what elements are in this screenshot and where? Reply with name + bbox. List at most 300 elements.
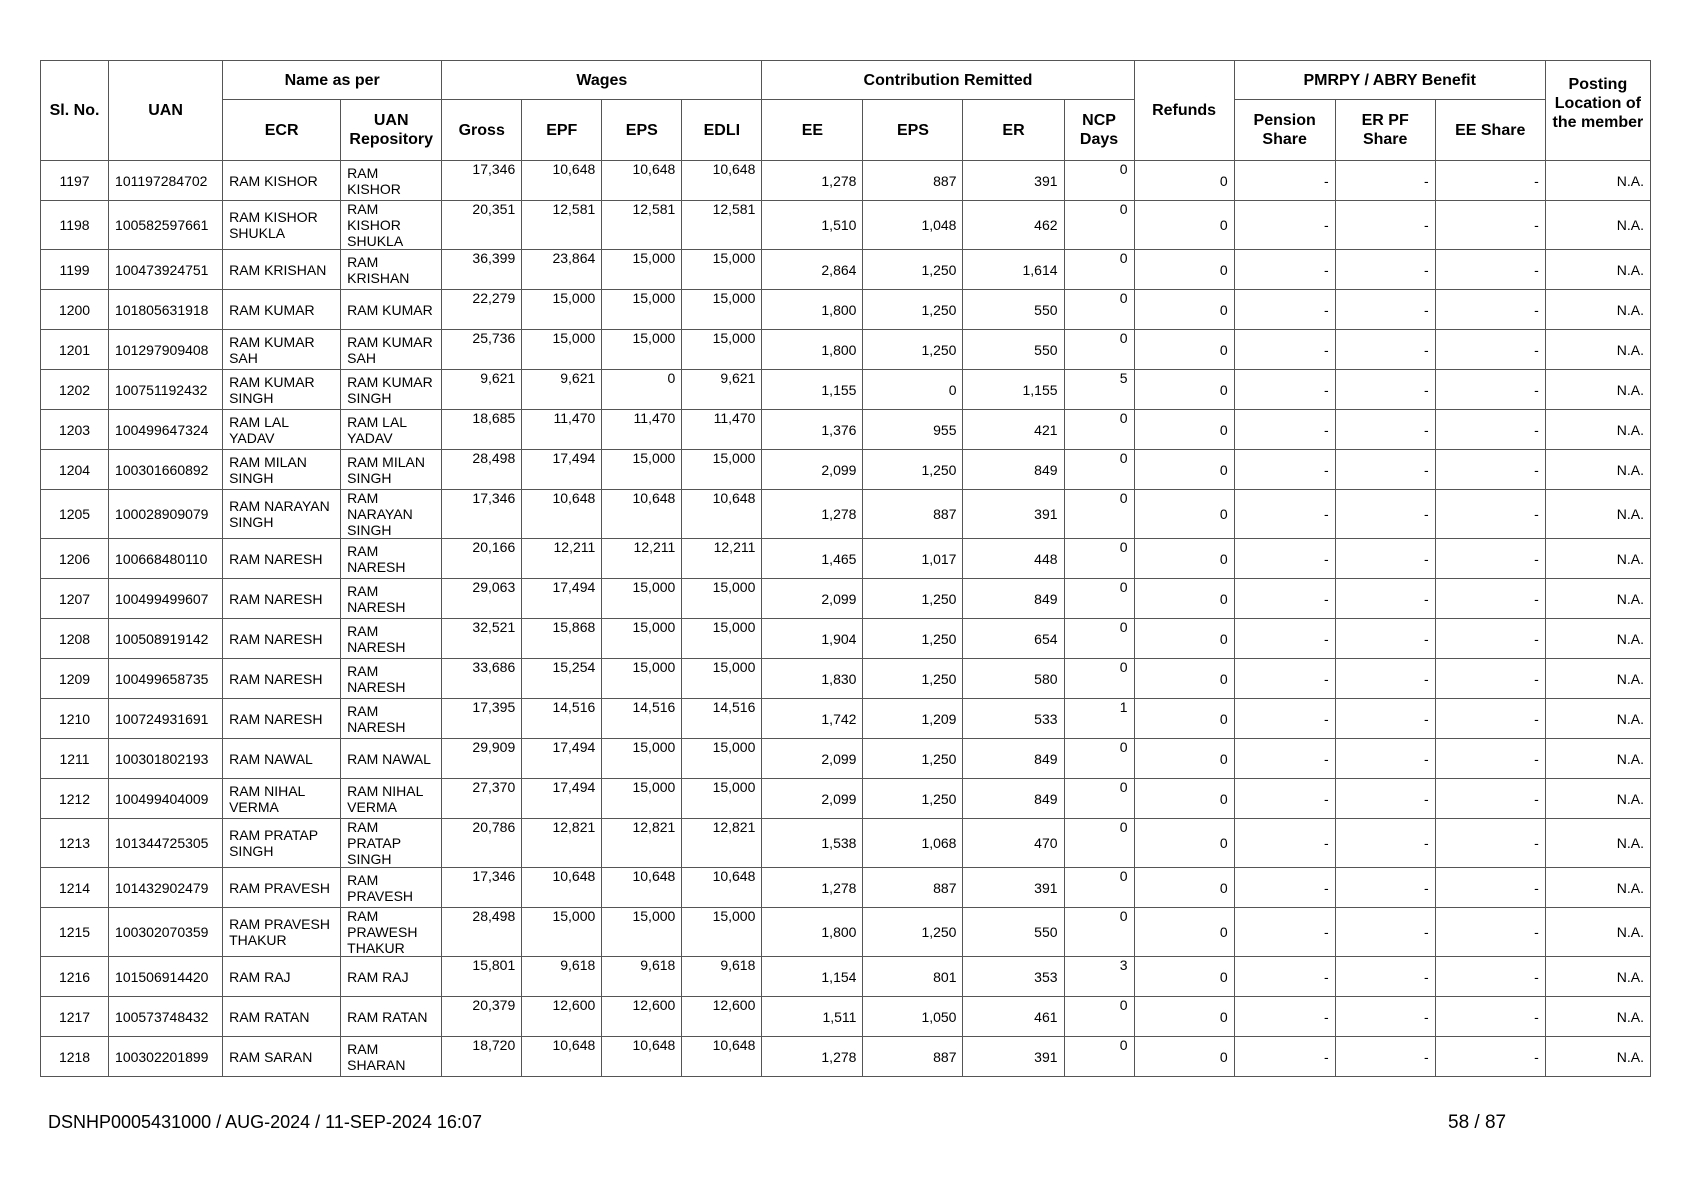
cell-pension-share: - bbox=[1234, 201, 1335, 250]
cell-refunds: 0 bbox=[1134, 201, 1234, 250]
cell-ncp-days: 0 bbox=[1064, 290, 1134, 330]
cell-ncp-days: 5 bbox=[1064, 370, 1134, 410]
cell-uan: 101297909408 bbox=[109, 330, 223, 370]
cell-sl-no: 1202 bbox=[41, 370, 109, 410]
cell-ncp-days: 0 bbox=[1064, 1037, 1134, 1077]
cell-eps-contribution: 887 bbox=[863, 868, 963, 908]
cell-eps-wages: 0 bbox=[602, 370, 682, 410]
cell-ncp-days: 0 bbox=[1064, 997, 1134, 1037]
cell-name-uan-repository: RAM NARAYAN SINGH bbox=[341, 490, 442, 539]
cell-er-contribution: 849 bbox=[963, 450, 1064, 490]
cell-er-pf-share: - bbox=[1335, 868, 1435, 908]
cell-name-uan-repository: RAM PRAVESH bbox=[341, 868, 442, 908]
cell-epf-wages: 12,581 bbox=[522, 201, 602, 250]
cell-sl-no: 1198 bbox=[41, 201, 109, 250]
cell-posting-location: N.A. bbox=[1545, 201, 1650, 250]
cell-er-contribution: 654 bbox=[963, 619, 1064, 659]
cell-refunds: 0 bbox=[1134, 819, 1234, 868]
cell-name-ecr: RAM LAL YADAV bbox=[223, 410, 341, 450]
cell-eps-contribution: 801 bbox=[863, 957, 963, 997]
cell-name-ecr: RAM KISHOR bbox=[223, 161, 341, 201]
cell-refunds: 0 bbox=[1134, 699, 1234, 739]
cell-eps-contribution: 887 bbox=[863, 490, 963, 539]
cell-name-uan-repository: RAM KISHOR SHUKLA bbox=[341, 201, 442, 250]
cell-posting-location: N.A. bbox=[1545, 699, 1650, 739]
cell-edli-wages: 12,211 bbox=[682, 539, 762, 579]
cell-edli-wages: 12,600 bbox=[682, 997, 762, 1037]
cell-ncp-days: 0 bbox=[1064, 868, 1134, 908]
cell-uan: 100473924751 bbox=[109, 250, 223, 290]
cell-refunds: 0 bbox=[1134, 779, 1234, 819]
cell-er-pf-share: - bbox=[1335, 490, 1435, 539]
cell-epf-wages: 17,494 bbox=[522, 779, 602, 819]
cell-er-pf-share: - bbox=[1335, 997, 1435, 1037]
cell-sl-no: 1206 bbox=[41, 539, 109, 579]
cell-epf-wages: 11,470 bbox=[522, 410, 602, 450]
cell-pension-share: - bbox=[1234, 997, 1335, 1037]
col-header-sl-no: Sl. No. bbox=[41, 61, 109, 161]
table-row bbox=[41, 539, 1651, 579]
cell-sl-no: 1213 bbox=[41, 819, 109, 868]
cell-ee-share: - bbox=[1435, 699, 1545, 739]
cell-er-contribution: 391 bbox=[963, 161, 1064, 201]
col-header-edli: EDLI bbox=[682, 100, 762, 161]
cell-epf-wages: 10,648 bbox=[522, 161, 602, 201]
cell-ee-share: - bbox=[1435, 161, 1545, 201]
col-header-epf: EPF bbox=[522, 100, 602, 161]
cell-ee-contribution: 2,099 bbox=[762, 739, 863, 779]
cell-refunds: 0 bbox=[1134, 490, 1234, 539]
cell-eps-wages: 15,000 bbox=[602, 908, 682, 957]
cell-uan: 100751192432 bbox=[109, 370, 223, 410]
cell-sl-no: 1200 bbox=[41, 290, 109, 330]
table-row bbox=[41, 908, 1651, 957]
cell-posting-location: N.A. bbox=[1545, 410, 1650, 450]
cell-uan: 100573748432 bbox=[109, 997, 223, 1037]
cell-epf-wages: 10,648 bbox=[522, 868, 602, 908]
document-reference: DSNHP0005431000 / AUG-2024 / 11-SEP-2024 16:07 bbox=[48, 1112, 482, 1132]
cell-edli-wages: 15,000 bbox=[682, 779, 762, 819]
cell-er-contribution: 353 bbox=[963, 957, 1064, 997]
cell-gross-wages: 17,395 bbox=[442, 699, 522, 739]
col-header-uan: UAN bbox=[109, 61, 223, 161]
cell-refunds: 0 bbox=[1134, 330, 1234, 370]
cell-ee-contribution: 1,800 bbox=[762, 330, 863, 370]
cell-er-contribution: 550 bbox=[963, 330, 1064, 370]
cell-uan: 101432902479 bbox=[109, 868, 223, 908]
cell-ee-share: - bbox=[1435, 290, 1545, 330]
cell-ncp-days: 0 bbox=[1064, 410, 1134, 450]
cell-edli-wages: 9,621 bbox=[682, 370, 762, 410]
cell-pension-share: - bbox=[1234, 699, 1335, 739]
cell-ee-contribution: 1,278 bbox=[762, 868, 863, 908]
cell-ncp-days: 0 bbox=[1064, 619, 1134, 659]
cell-eps-wages: 9,618 bbox=[602, 957, 682, 997]
cell-eps-contribution: 1,250 bbox=[863, 659, 963, 699]
cell-gross-wages: 25,736 bbox=[442, 330, 522, 370]
cell-epf-wages: 9,621 bbox=[522, 370, 602, 410]
cell-ncp-days: 0 bbox=[1064, 161, 1134, 201]
cell-ee-share: - bbox=[1435, 739, 1545, 779]
cell-eps-wages: 15,000 bbox=[602, 619, 682, 659]
cell-refunds: 0 bbox=[1134, 579, 1234, 619]
cell-pension-share: - bbox=[1234, 957, 1335, 997]
cell-pension-share: - bbox=[1234, 619, 1335, 659]
cell-name-ecr: RAM NARESH bbox=[223, 619, 341, 659]
cell-eps-wages: 15,000 bbox=[602, 450, 682, 490]
cell-name-uan-repository: RAM NARESH bbox=[341, 659, 442, 699]
cell-name-ecr: RAM MILAN SINGH bbox=[223, 450, 341, 490]
cell-er-contribution: 421 bbox=[963, 410, 1064, 450]
cell-name-uan-repository: RAM RATAN bbox=[341, 997, 442, 1037]
cell-pension-share: - bbox=[1234, 370, 1335, 410]
cell-epf-wages: 15,000 bbox=[522, 290, 602, 330]
cell-gross-wages: 27,370 bbox=[442, 779, 522, 819]
cell-eps-contribution: 1,250 bbox=[863, 450, 963, 490]
cell-name-uan-repository: RAM NARESH bbox=[341, 699, 442, 739]
cell-name-ecr: RAM KUMAR bbox=[223, 290, 341, 330]
cell-pension-share: - bbox=[1234, 410, 1335, 450]
cell-ee-share: - bbox=[1435, 201, 1545, 250]
col-header-gross: Gross bbox=[442, 100, 522, 161]
cell-uan: 100668480110 bbox=[109, 539, 223, 579]
cell-pension-share: - bbox=[1234, 908, 1335, 957]
cell-sl-no: 1217 bbox=[41, 997, 109, 1037]
cell-name-ecr: RAM PRAVESH bbox=[223, 868, 341, 908]
cell-er-pf-share: - bbox=[1335, 370, 1435, 410]
cell-eps-contribution: 1,250 bbox=[863, 290, 963, 330]
cell-ee-contribution: 1,376 bbox=[762, 410, 863, 450]
cell-ee-contribution: 1,465 bbox=[762, 539, 863, 579]
table-row bbox=[41, 290, 1651, 330]
cell-gross-wages: 28,498 bbox=[442, 908, 522, 957]
cell-pension-share: - bbox=[1234, 1037, 1335, 1077]
cell-ee-share: - bbox=[1435, 250, 1545, 290]
table-row bbox=[41, 410, 1651, 450]
cell-uan: 100302070359 bbox=[109, 908, 223, 957]
cell-ee-contribution: 2,099 bbox=[762, 779, 863, 819]
cell-name-ecr: RAM KUMAR SINGH bbox=[223, 370, 341, 410]
cell-eps-contribution: 1,250 bbox=[863, 908, 963, 957]
cell-eps-wages: 10,648 bbox=[602, 161, 682, 201]
cell-ncp-days: 0 bbox=[1064, 739, 1134, 779]
cell-er-contribution: 1,614 bbox=[963, 250, 1064, 290]
cell-sl-no: 1208 bbox=[41, 619, 109, 659]
cell-er-pf-share: - bbox=[1335, 330, 1435, 370]
cell-eps-wages: 12,600 bbox=[602, 997, 682, 1037]
cell-er-pf-share: - bbox=[1335, 659, 1435, 699]
cell-uan: 101805631918 bbox=[109, 290, 223, 330]
cell-pension-share: - bbox=[1234, 450, 1335, 490]
cell-er-contribution: 550 bbox=[963, 908, 1064, 957]
table-row bbox=[41, 619, 1651, 659]
cell-er-pf-share: - bbox=[1335, 201, 1435, 250]
table-row bbox=[41, 779, 1651, 819]
cell-edli-wages: 15,000 bbox=[682, 290, 762, 330]
cell-posting-location: N.A. bbox=[1545, 779, 1650, 819]
cell-gross-wages: 32,521 bbox=[442, 619, 522, 659]
cell-ee-contribution: 1,742 bbox=[762, 699, 863, 739]
cell-edli-wages: 10,648 bbox=[682, 868, 762, 908]
cell-eps-wages: 10,648 bbox=[602, 1037, 682, 1077]
cell-eps-wages: 15,000 bbox=[602, 579, 682, 619]
cell-ncp-days: 0 bbox=[1064, 450, 1134, 490]
cell-ee-contribution: 1,278 bbox=[762, 161, 863, 201]
cell-ncp-days: 0 bbox=[1064, 908, 1134, 957]
cell-name-uan-repository: RAM KRISHAN bbox=[341, 250, 442, 290]
cell-name-uan-repository: RAM RAJ bbox=[341, 957, 442, 997]
cell-posting-location: N.A. bbox=[1545, 290, 1650, 330]
cell-name-uan-repository: RAM KUMAR SAH bbox=[341, 330, 442, 370]
cell-edli-wages: 10,648 bbox=[682, 1037, 762, 1077]
cell-ee-contribution: 1,278 bbox=[762, 1037, 863, 1077]
cell-eps-contribution: 1,068 bbox=[863, 819, 963, 868]
cell-epf-wages: 17,494 bbox=[522, 450, 602, 490]
cell-ee-share: - bbox=[1435, 539, 1545, 579]
cell-refunds: 0 bbox=[1134, 659, 1234, 699]
cell-sl-no: 1207 bbox=[41, 579, 109, 619]
cell-ee-contribution: 1,278 bbox=[762, 490, 863, 539]
cell-uan: 100499658735 bbox=[109, 659, 223, 699]
cell-name-uan-repository: RAM NARESH bbox=[341, 579, 442, 619]
cell-refunds: 0 bbox=[1134, 908, 1234, 957]
cell-ee-contribution: 1,511 bbox=[762, 997, 863, 1037]
cell-refunds: 0 bbox=[1134, 370, 1234, 410]
col-header-er-pf-share: ER PF Share bbox=[1335, 100, 1435, 161]
cell-uan: 100499499607 bbox=[109, 579, 223, 619]
cell-er-contribution: 391 bbox=[963, 868, 1064, 908]
cell-er-contribution: 580 bbox=[963, 659, 1064, 699]
cell-ee-share: - bbox=[1435, 619, 1545, 659]
cell-posting-location: N.A. bbox=[1545, 819, 1650, 868]
cell-pension-share: - bbox=[1234, 161, 1335, 201]
cell-er-pf-share: - bbox=[1335, 1037, 1435, 1077]
cell-er-pf-share: - bbox=[1335, 290, 1435, 330]
cell-eps-wages: 15,000 bbox=[602, 779, 682, 819]
col-header-eps-contribution: EPS bbox=[863, 100, 963, 161]
col-group-wages: Wages bbox=[442, 61, 762, 100]
cell-pension-share: - bbox=[1234, 250, 1335, 290]
cell-pension-share: - bbox=[1234, 739, 1335, 779]
cell-uan: 100508919142 bbox=[109, 619, 223, 659]
table-row bbox=[41, 330, 1651, 370]
cell-name-ecr: RAM SARAN bbox=[223, 1037, 341, 1077]
cell-name-uan-repository: RAM PRATAP SINGH bbox=[341, 819, 442, 868]
cell-er-pf-share: - bbox=[1335, 739, 1435, 779]
cell-ee-share: - bbox=[1435, 410, 1545, 450]
cell-eps-contribution: 955 bbox=[863, 410, 963, 450]
cell-er-contribution: 462 bbox=[963, 201, 1064, 250]
cell-name-ecr: RAM RAJ bbox=[223, 957, 341, 997]
cell-ee-share: - bbox=[1435, 957, 1545, 997]
cell-eps-contribution: 1,209 bbox=[863, 699, 963, 739]
cell-er-contribution: 550 bbox=[963, 290, 1064, 330]
cell-pension-share: - bbox=[1234, 490, 1335, 539]
cell-posting-location: N.A. bbox=[1545, 908, 1650, 957]
cell-eps-contribution: 1,250 bbox=[863, 330, 963, 370]
table-body bbox=[41, 161, 1651, 1077]
cell-edli-wages: 15,000 bbox=[682, 659, 762, 699]
table-row bbox=[41, 957, 1651, 997]
cell-epf-wages: 15,254 bbox=[522, 659, 602, 699]
cell-ncp-days: 0 bbox=[1064, 250, 1134, 290]
cell-name-uan-repository: RAM SHARAN bbox=[341, 1037, 442, 1077]
cell-sl-no: 1209 bbox=[41, 659, 109, 699]
cell-gross-wages: 29,063 bbox=[442, 579, 522, 619]
cell-er-contribution: 849 bbox=[963, 739, 1064, 779]
table-row bbox=[41, 1037, 1651, 1077]
cell-posting-location: N.A. bbox=[1545, 330, 1650, 370]
cell-er-contribution: 391 bbox=[963, 490, 1064, 539]
cell-eps-wages: 11,470 bbox=[602, 410, 682, 450]
cell-er-pf-share: - bbox=[1335, 699, 1435, 739]
table-row bbox=[41, 370, 1651, 410]
cell-ee-contribution: 1,830 bbox=[762, 659, 863, 699]
cell-ee-share: - bbox=[1435, 370, 1545, 410]
cell-eps-wages: 12,821 bbox=[602, 819, 682, 868]
table-row bbox=[41, 201, 1651, 250]
cell-epf-wages: 17,494 bbox=[522, 579, 602, 619]
cell-name-uan-repository: RAM NAWAL bbox=[341, 739, 442, 779]
cell-posting-location: N.A. bbox=[1545, 579, 1650, 619]
table-row bbox=[41, 819, 1651, 868]
cell-epf-wages: 12,821 bbox=[522, 819, 602, 868]
table-row bbox=[41, 161, 1651, 201]
cell-refunds: 0 bbox=[1134, 250, 1234, 290]
cell-edli-wages: 10,648 bbox=[682, 161, 762, 201]
cell-eps-contribution: 1,250 bbox=[863, 579, 963, 619]
col-header-ncp-days: NCP Days bbox=[1064, 100, 1134, 161]
cell-name-uan-repository: RAM KUMAR SINGH bbox=[341, 370, 442, 410]
cell-refunds: 0 bbox=[1134, 739, 1234, 779]
cell-ee-share: - bbox=[1435, 819, 1545, 868]
col-header-ee: EE bbox=[762, 100, 863, 161]
cell-edli-wages: 15,000 bbox=[682, 739, 762, 779]
cell-uan: 100499404009 bbox=[109, 779, 223, 819]
cell-posting-location: N.A. bbox=[1545, 619, 1650, 659]
cell-eps-contribution: 1,250 bbox=[863, 739, 963, 779]
cell-refunds: 0 bbox=[1134, 450, 1234, 490]
cell-epf-wages: 12,600 bbox=[522, 997, 602, 1037]
cell-gross-wages: 29,909 bbox=[442, 739, 522, 779]
cell-name-uan-repository: RAM LAL YADAV bbox=[341, 410, 442, 450]
col-group-name-as-per: Name as per bbox=[223, 61, 442, 100]
cell-gross-wages: 33,686 bbox=[442, 659, 522, 699]
cell-name-ecr: RAM NARESH bbox=[223, 699, 341, 739]
cell-posting-location: N.A. bbox=[1545, 997, 1650, 1037]
ecr-contribution-table bbox=[40, 60, 1651, 1077]
cell-er-pf-share: - bbox=[1335, 957, 1435, 997]
cell-ee-share: - bbox=[1435, 1037, 1545, 1077]
cell-er-contribution: 849 bbox=[963, 779, 1064, 819]
cell-pension-share: - bbox=[1234, 290, 1335, 330]
cell-name-ecr: RAM NAWAL bbox=[223, 739, 341, 779]
cell-ncp-days: 0 bbox=[1064, 490, 1134, 539]
cell-epf-wages: 9,618 bbox=[522, 957, 602, 997]
cell-uan: 100028909079 bbox=[109, 490, 223, 539]
cell-gross-wages: 18,685 bbox=[442, 410, 522, 450]
cell-name-ecr: RAM KUMAR SAH bbox=[223, 330, 341, 370]
cell-gross-wages: 15,801 bbox=[442, 957, 522, 997]
cell-edli-wages: 10,648 bbox=[682, 490, 762, 539]
col-header-ee-share: EE Share bbox=[1435, 100, 1545, 161]
cell-refunds: 0 bbox=[1134, 619, 1234, 659]
cell-er-contribution: 1,155 bbox=[963, 370, 1064, 410]
cell-eps-wages: 15,000 bbox=[602, 330, 682, 370]
table-row bbox=[41, 739, 1651, 779]
cell-edli-wages: 14,516 bbox=[682, 699, 762, 739]
cell-er-pf-share: - bbox=[1335, 161, 1435, 201]
cell-er-pf-share: - bbox=[1335, 579, 1435, 619]
cell-epf-wages: 10,648 bbox=[522, 1037, 602, 1077]
cell-er-pf-share: - bbox=[1335, 250, 1435, 290]
table-row bbox=[41, 997, 1651, 1037]
cell-sl-no: 1215 bbox=[41, 908, 109, 957]
cell-epf-wages: 12,211 bbox=[522, 539, 602, 579]
cell-name-ecr: RAM NARESH bbox=[223, 659, 341, 699]
cell-eps-wages: 15,000 bbox=[602, 739, 682, 779]
cell-er-contribution: 461 bbox=[963, 997, 1064, 1037]
cell-epf-wages: 10,648 bbox=[522, 490, 602, 539]
cell-eps-wages: 12,211 bbox=[602, 539, 682, 579]
cell-name-ecr: RAM KISHOR SHUKLA bbox=[223, 201, 341, 250]
cell-ee-contribution: 1,800 bbox=[762, 290, 863, 330]
cell-ncp-days: 0 bbox=[1064, 819, 1134, 868]
cell-ee-contribution: 1,538 bbox=[762, 819, 863, 868]
cell-edli-wages: 12,821 bbox=[682, 819, 762, 868]
cell-ncp-days: 0 bbox=[1064, 659, 1134, 699]
col-header-pension-share: Pension Share bbox=[1234, 100, 1335, 161]
cell-ee-contribution: 2,864 bbox=[762, 250, 863, 290]
cell-gross-wages: 9,621 bbox=[442, 370, 522, 410]
cell-ee-share: - bbox=[1435, 330, 1545, 370]
cell-ee-share: - bbox=[1435, 450, 1545, 490]
cell-eps-contribution: 1,017 bbox=[863, 539, 963, 579]
cell-er-pf-share: - bbox=[1335, 619, 1435, 659]
table-row bbox=[41, 659, 1651, 699]
cell-gross-wages: 17,346 bbox=[442, 490, 522, 539]
page-number: 58 / 87 bbox=[1448, 1112, 1507, 1133]
cell-sl-no: 1201 bbox=[41, 330, 109, 370]
cell-refunds: 0 bbox=[1134, 1037, 1234, 1077]
cell-ee-contribution: 1,904 bbox=[762, 619, 863, 659]
cell-posting-location: N.A. bbox=[1545, 250, 1650, 290]
col-group-contribution-remitted: Contribution Remitted bbox=[762, 61, 1134, 100]
cell-eps-contribution: 1,250 bbox=[863, 250, 963, 290]
cell-ee-contribution: 1,155 bbox=[762, 370, 863, 410]
cell-sl-no: 1197 bbox=[41, 161, 109, 201]
cell-ee-share: - bbox=[1435, 997, 1545, 1037]
cell-posting-location: N.A. bbox=[1545, 370, 1650, 410]
cell-uan: 100302201899 bbox=[109, 1037, 223, 1077]
cell-gross-wages: 28,498 bbox=[442, 450, 522, 490]
cell-eps-wages: 15,000 bbox=[602, 250, 682, 290]
cell-posting-location: N.A. bbox=[1545, 161, 1650, 201]
cell-pension-share: - bbox=[1234, 868, 1335, 908]
cell-sl-no: 1205 bbox=[41, 490, 109, 539]
cell-edli-wages: 15,000 bbox=[682, 908, 762, 957]
cell-gross-wages: 22,279 bbox=[442, 290, 522, 330]
cell-ee-share: - bbox=[1435, 868, 1545, 908]
cell-sl-no: 1211 bbox=[41, 739, 109, 779]
cell-name-uan-repository: RAM KUMAR bbox=[341, 290, 442, 330]
cell-er-pf-share: - bbox=[1335, 410, 1435, 450]
cell-name-ecr: RAM RATAN bbox=[223, 997, 341, 1037]
cell-ee-contribution: 1,800 bbox=[762, 908, 863, 957]
cell-ncp-days: 0 bbox=[1064, 201, 1134, 250]
cell-name-uan-repository: RAM KISHOR bbox=[341, 161, 442, 201]
col-header-ecr: ECR bbox=[223, 100, 341, 161]
